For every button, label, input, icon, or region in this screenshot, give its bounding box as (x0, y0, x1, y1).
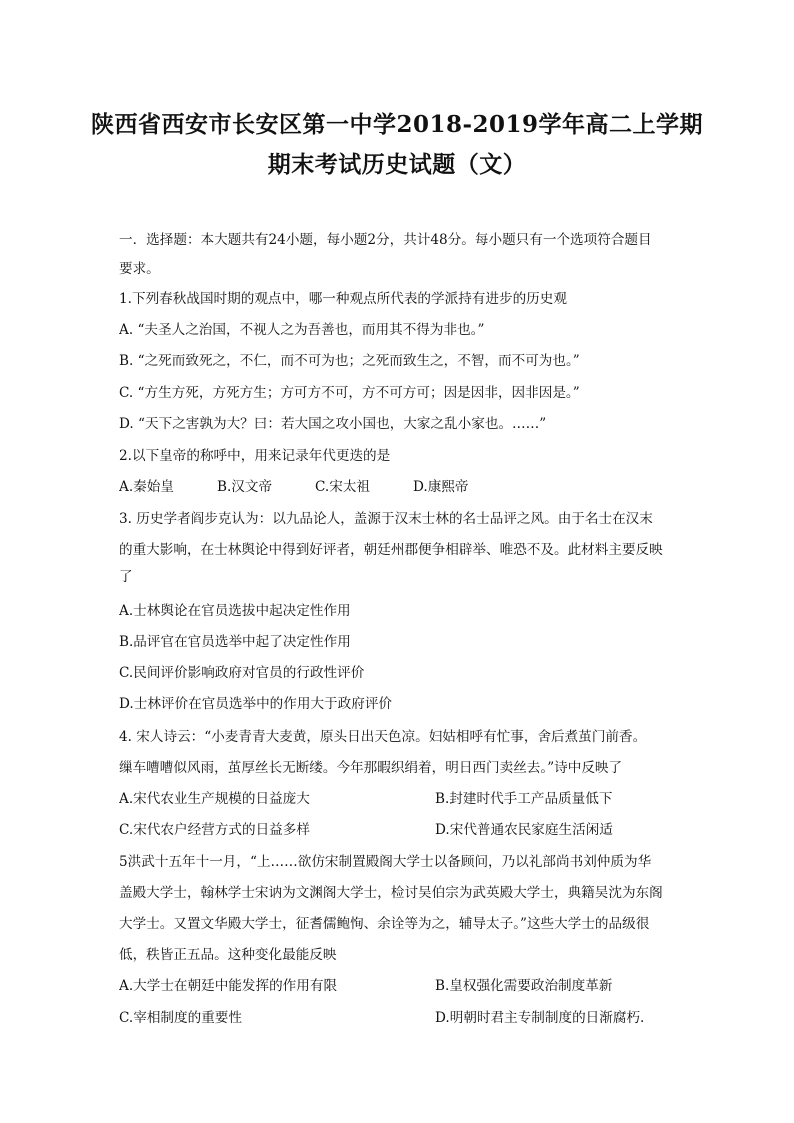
question-5-stem-line-3: 大学士。又置文华殿大学士，征耆儒鲍恂、余诠等为之，辅导太子。”这些大学士的品级很 (119, 916, 650, 932)
question-1-stem: 1.下列春秋战国时期的观点中，哪一种观点所代表的学派持有进步的历史观 (119, 291, 567, 307)
question-3-option-b: B.品评官在官员选举中起了决定性作用 (119, 634, 351, 650)
question-3-stem-line-2: 的重大影响，在士林舆论中得到好评者，朝廷州郡便争相辟举、唯恐不及。此材料主要反映 (119, 542, 663, 558)
exam-title-line-2: 期末考试历史试题（文） (267, 151, 527, 178)
question-1-option-c: C. “方生方死，方死方生；方可方不可，方不可方可；因是因非，因非因是。” (119, 385, 580, 401)
question-2-stem: 2.以下皇帝的称呼中，用来记录年代更迭的是 (119, 448, 391, 464)
exam-title-line-1: 陕西省西安市长安区第一中学2018-2019学年高二上学期 (90, 111, 704, 138)
question-4-stem-line-2: 缫车嘈嘈似风雨，茧厚丝长无断缕。今年那暇织绢着，明日西门卖丝去。”诗中反映了 (119, 760, 623, 776)
question-3-option-c: C.民间评价影响政府对官员的行政性评价 (119, 665, 365, 681)
question-3-option-d: D.士林评价在官员选举中的作用大于政府评价 (119, 696, 393, 712)
question-5-stem-line-2: 盖殿大学士，翰林学士宋讷为文渊阁大学士，检讨吴伯宗为武英殿大学士，典籍吴沈为东阁 (119, 885, 663, 901)
question-3-stem-line-3: 了 (119, 569, 133, 585)
question-4-option-a: A.宋代农业生产规模的日益庞大 (119, 791, 310, 807)
question-5-option-a: A.大学士在朝廷中能发挥的作用有限 (119, 978, 338, 994)
section-intro-continued: 要求。 (119, 261, 160, 277)
question-5-option-d: D.明朝时君主专制制度的日渐腐朽. (435, 1010, 645, 1026)
question-2-options (119, 477, 684, 497)
question-2-option-a: A.秦始皇 (119, 479, 174, 495)
question-3-stem-line-1: 3. 历史学者阎步克认为：以九品论人，盖源于汉末士林的名士品评之风。由于名士在汉末 (119, 511, 653, 527)
question-1-option-b: B. “之死而致死之，不仁，而不可为也；之死而致生之，不智，而不可为也。” (119, 353, 580, 369)
question-4-option-d: D.宋代普通农民家庭生活闲适 (435, 822, 613, 838)
question-5-stem-line-1: 5洪武十五年十一月，“上……欲仿宋制置殿阁大学士以备顾问，乃以礼部尚书刘仲质为华 (119, 854, 652, 870)
question-4-stem-line-1: 4. 宋人诗云：“小麦青青大麦黄，原头日出天色凉。妇姑相呼有忙事，舍后煮茧门前香。 (119, 729, 647, 745)
question-4-option-b: B.封建时代手工产品质量低下 (435, 791, 613, 807)
question-1-option-d: D. “天下之害孰为大？曰：若大国之攻小国也，大家之乱小家也。……” (119, 416, 547, 432)
question-2-option-c: C.宋太祖 (315, 479, 371, 495)
question-4-option-c: C.宋代农户经营方式的日益多样 (119, 822, 310, 838)
question-3-option-a: A.士林舆论在官员选拔中起决定性作用 (119, 603, 351, 619)
question-1-option-a: A. “夫圣人之治国，不视人之为吾善也，而用其不得为非也。” (119, 322, 485, 338)
question-2-option-b: B.汉文帝 (217, 479, 273, 495)
section-intro: 一．选择题：本大题共有24小题，每小题2分，共计48分。每小题只有一个选项符合题目 (119, 232, 652, 248)
question-5-option-c: C.宰相制度的重要性 (119, 1010, 242, 1026)
question-5-option-b: B.皇权强化需要政治制度革新 (435, 978, 613, 994)
question-5-stem-line-4: 低，秩皆正五品。这种变化最能反映 (119, 947, 337, 963)
question-2-option-d: D.康熙帝 (413, 479, 469, 495)
